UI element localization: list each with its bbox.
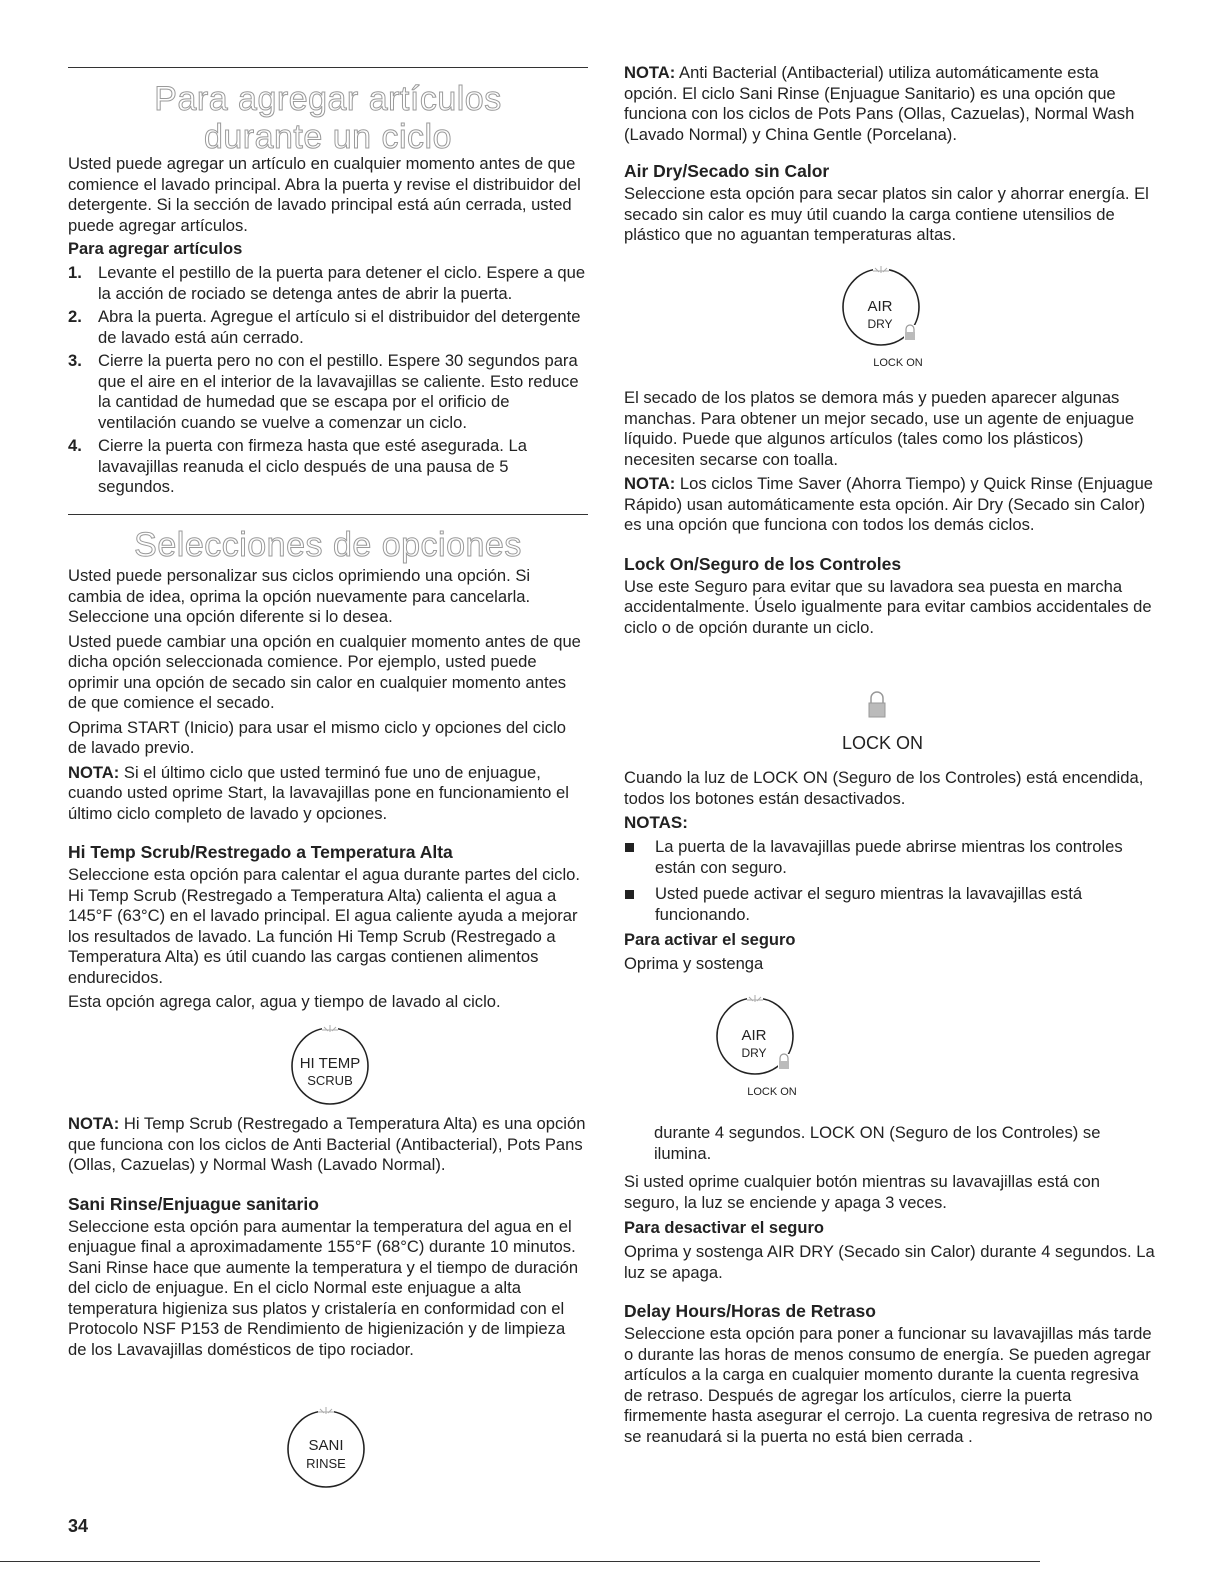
- svg-text:AIR: AIR: [741, 1027, 767, 1044]
- hi-temp-scrub-button-icon: [284, 1024, 384, 1114]
- step-item: 1. Levante el pestillo de la puerta para detener el ciclo. Espere a que la acción de rociado se detenga antes de abrir la puerta.: [68, 263, 586, 303]
- lock-flash-paragraph: Si usted oprime cualquier botón mientras su lavavajillas está con seguro, la luz se enciende y apaga 3 veces.: [624, 1172, 1100, 1212]
- lock-icon: [867, 690, 887, 720]
- section-title-add-items-line1: Para agregar artículos: [154, 80, 502, 118]
- hi-temp-paragraph-2: Esta opción agrega calor, agua y tiempo de lavado al ciclo.: [68, 992, 501, 1011]
- air-dry-button-icon: [708, 994, 818, 1099]
- list-item: Usted puede activar el seguro mientras la lavavajillas está funcionando.: [624, 884, 1156, 925]
- svg-text:SANI: SANI: [308, 1437, 344, 1454]
- delay-hours-heading: Delay Hours/Horas de Retraso: [624, 1301, 876, 1321]
- section-title-add-items-line2: durante un ciclo: [203, 118, 453, 156]
- air-dry-button-icon: [834, 265, 944, 370]
- activate-lock-subheading: Para activar el seguro: [624, 931, 796, 949]
- options-paragraph-1: Usted puede personalizar sus ciclos oprimiendo una opción. Si cambia de idea, oprima la opción nuevamente para cancelarla. Seleccione una opción diferente si lo desea.: [68, 566, 531, 626]
- hi-temp-paragraph: Seleccione esta opción para calentar el agua durante partes del ciclo. Hi Temp Scrub (Restregado a Temperatura Alta) calienta el agua a 145°F (63°C) en el lavado principal. El agua caliente ayuda a mejorar los resultados de lavado. La función Hi Temp Scrub (Restregado a Temperatura Alta) es útil cuando las cargas contienen alimentos endurecidos.: [68, 865, 580, 987]
- intro-paragraph: Usted puede agregar un artículo en cualquier momento antes de que comience el lavado principal. Abra la puerta y revise el distribuidor del detergente. Si la sección de lavado principal está aún cerrada, usted puede agregar artículos.: [68, 154, 581, 235]
- lock-on-paragraph: Use este Seguro para evitar que su lavadora sea puesta en marcha accidentalmente. Úselo igualmente para evitar cambios accidentales de ciclo o de opción durante un ciclo.: [624, 576, 1152, 637]
- notas-heading: NOTAS:: [624, 813, 688, 832]
- activate-lock-paragraph: Oprima y sostenga: [624, 954, 764, 973]
- add-items-steps: [68, 263, 588, 498]
- step-item: 2. Abra la puerta. Agregue el artículo si el distribuidor del detergente de lavado está aún cerrado.: [68, 307, 581, 347]
- step-item: 3. Cierre la puerta pero no con el pestillo. Espere 30 segundos para que el aire en el interior de la lavavajillas se caliente. Esto reduce la cantidad de humedad que se escapa por el orificio de ventilación cuando se vuelve a comenzar un ciclo.: [68, 351, 579, 432]
- svg-text:DRY: DRY: [741, 1046, 767, 1060]
- activate-lock-paragraph-2: durante 4 segundos. LOCK ON (Seguro de los Controles) se ilumina.: [654, 1123, 1101, 1163]
- options-paragraph-3: Oprima START (Inicio) para usar el mismo ciclo y opciones del ciclo de lavado previo.: [68, 717, 566, 757]
- section-title-options: Selecciones de opciones: [134, 526, 522, 564]
- list-item: La puerta de la lavavajillas puede abrirse mientras los controles están con seguro.: [624, 837, 1156, 878]
- page-number: 34: [68, 1516, 89, 1536]
- hi-temp-note: NOTA: Hi Temp Scrub (Restregado a Temperatura Alta) es una opción que funciona con los ciclos de Anti Bacterial (Antibacterial), Pots Pans (Ollas, Cazuelas) y Normal Wash (Lavado Normal).: [68, 1114, 586, 1174]
- step-item: 4. Cierre la puerta con firmeza hasta que esté asegurada. La lavavajillas reanuda el ciclo después de una pausa de 5 segundos.: [68, 436, 527, 496]
- svg-text:AIR: AIR: [867, 298, 893, 315]
- lock-on-heading: Lock On/Seguro de los Controles: [624, 553, 902, 574]
- lock-on-label: LOCK ON: [842, 733, 924, 753]
- sani-rinse-paragraph: Seleccione esta opción para aumentar la temperatura del agua en el enjuague final a aproximadamente 155°F (68°C) durante 10 minutos. Sani Rinse hace que aumente la temperatura y el tiempo de duración del ciclo de enjuague. En el ciclo Normal este enjuague a alta temperatura higieniza sus platos y cristalería en conformidad con el Protocolo NSF P153 de Rendimiento de higienización y de limpieza de los Lavavajillas domésticos de tipo rociador.: [68, 1216, 579, 1359]
- svg-text:SCRUB: SCRUB: [307, 1073, 353, 1088]
- add-items-subheading: Para agregar artículos: [68, 240, 243, 258]
- hi-temp-heading: Hi Temp Scrub/Restregado a Temperatura Alta: [68, 842, 453, 862]
- options-note: NOTA: Si el último ciclo que usted terminó fue uno de enjuague, cuando usted oprime Start, la lavavajillas pone en funcionamiento el último ciclo completo de lavado y opciones.: [68, 762, 569, 823]
- sani-rinse-button-icon: [280, 1405, 380, 1495]
- delay-hours-paragraph: Seleccione esta opción para poner a funcionar su lavavajillas más tarde o durante las horas de menos consumo de energía. Se pueden agregar artículos a la carga en cualquier momento durante la cuenta regresiva de retraso. Después de agregar los artículos, cierre la puerta firmemente hasta asegurar el cerrojo. La cuenta regresiva de retraso no se reanudará si la puerta no está bien cerrada .: [624, 1324, 1153, 1446]
- air-dry-heading: Air Dry/Secado sin Calor: [624, 161, 830, 181]
- lock-on-paragraph-2: Cuando la luz de LOCK ON (Seguro de los Controles) está encendida, todos los botones están desactivados.: [624, 768, 1144, 808]
- svg-text:HI TEMP: HI TEMP: [299, 1055, 361, 1072]
- notas-list: [624, 837, 1156, 925]
- svg-text:RINSE: RINSE: [306, 1456, 346, 1471]
- section-divider: [68, 514, 588, 515]
- options-paragraph-2: Usted puede cambiar una opción en cualquier momento antes de que dicha opción seleccionada comience. Por ejemplo, usted puede oprimir una opción de secado sin calor en cualquier momento antes de que comience el secado.: [68, 631, 581, 712]
- deactivate-lock-paragraph: Oprima y sostenga AIR DRY (Secado sin Calor) durante 4 segundos. La luz se apaga.: [624, 1242, 1155, 1282]
- sani-rinse-note: NOTA: Anti Bacterial (Antibacterial) utiliza automáticamente esta opción. El ciclo Sani Rinse (Enjuague Sanitario) es una opción que funciona con los ciclos de Pots Pans (Ollas, Cazuelas), Normal Wash (Lavado Normal) y China Gentle (Porcelana).: [624, 63, 1135, 144]
- air-dry-paragraph: Seleccione esta opción para secar platos sin calor y ahorrar energía. El secado sin calor es muy útil cuando la carga contiene utensilios de plástico que no aguantan temperaturas altas.: [624, 184, 1149, 244]
- svg-text:DRY: DRY: [867, 317, 893, 331]
- svg-text:LOCK ON: LOCK ON: [747, 1086, 797, 1098]
- svg-text:LOCK ON: LOCK ON: [873, 357, 923, 369]
- deactivate-lock-subheading: Para desactivar el seguro: [624, 1219, 824, 1237]
- air-dry-paragraph-2: El secado de los platos se demora más y pueden aparecer algunas manchas. Para obtener un mejor secado, use un agente de enjuague líquido. Puede que algunos artículos (tales como los plásticos) necesiten secarse con toalla.: [624, 388, 1135, 469]
- section-divider: [68, 67, 588, 68]
- air-dry-note: NOTA: Los ciclos Time Saver (Ahorra Tiempo) y Quick Rinse (Enjuague Rápido) usan automáticamente esta opción. Air Dry (Secado sin Calor) es una opción que funciona con todos los demás ciclos.: [624, 474, 1154, 534]
- sani-rinse-heading: Sani Rinse/Enjuague sanitario: [68, 1193, 319, 1214]
- bottom-rule: [0, 1561, 1040, 1562]
